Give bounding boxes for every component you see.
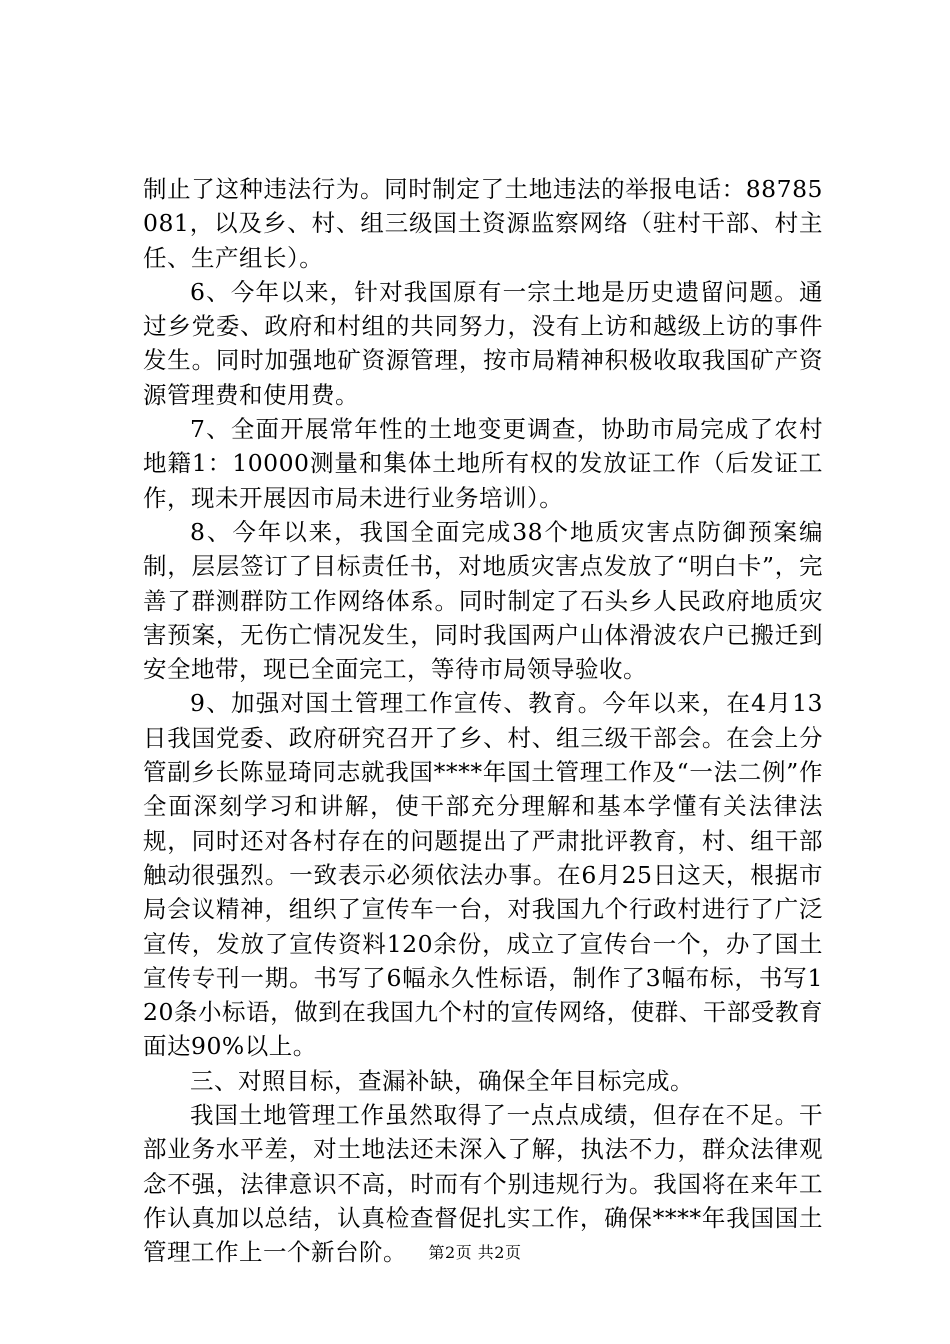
section-heading-3: 三、对照目标，查漏补缺，确保全年目标完成。 — [190, 1066, 694, 1095]
paragraph-conclusion: 我国土地管理工作虽然取得了一点点成绩，但存在不足。干部业务水平差，对土地法还未深入了解，执法不力，群众法律观念不强，法律意识不高，时而有个别违规行为。我国将在来年工作认真加以总结，认真检查督促扎实工作，确保****年我国国土管理工作上一个新台阶。 — [143, 1101, 823, 1267]
page-number-footer: 第2页 共2页 — [428, 1243, 522, 1262]
document-body — [143, 172, 823, 1270]
paragraph-continued: 制止了这种违法行为。同时制定了土地违法的举报电话：88785081，以及乡、村、组三级国土资源监察网络（驻村干部、村主任、生产组长）。 — [143, 175, 823, 272]
paragraph-item-6: 6、今年以来，针对我国原有一宗土地是历史遗留问题。通过乡党委、政府和村组的共同努力，没有上访和越级上访的事件发生。同时加强地矿资源管理，按市局精神积极收取我国矿产资源管理费和使用费。 — [143, 277, 823, 409]
paragraph-item-8: 8、今年以来，我国全面完成38个地质灾害点防御预案编制，层层签订了目标责任书，对地质灾害点发放了“明白卡”，完善了群测群防工作网络体系。同时制定了石头乡人民政府地质灾害预案，无伤亡情况发生，同时我国两户山体滑波农户已搬迁到安全地带，现已全面完工，等待市局领导验收。 — [143, 517, 823, 684]
paragraph-item-7: 7、全面开展常年性的土地变更调查，协助市局完成了农村地籍1：10000测量和集体土地所有权的发放证工作（后发证工作，现未开展因市局未进行业务培训）。 — [143, 415, 823, 512]
paragraph-item-9: 9、加强对国土管理工作宣传、教育。今年以来，在4月13日我国党委、政府研究召开了乡、村、组三级干部会。在会上分管副乡长陈显琦同志就我国****年国土管理工作及“一法二例”作全面深刻学习和讲解，使干部充分理解和基本学懂有关法律法规，同时还对各村存在的问题提出了严肃批评教育，村、组干部触动很强烈。一致表示必须依法办事。在6月25日这天，根据市局会议精神，组织了宣传车一台，对我国九个行政村进行了广泛宣传，发放了宣传资料120余份，成立了宣传台一个，办了国土宣传专刊一期。书写了6幅永久性标语，制作了3幅布标，书写120条小标语，做到在我国九个村的宣传网络，使群、干部受教育面达90%以上。 — [143, 689, 823, 1061]
